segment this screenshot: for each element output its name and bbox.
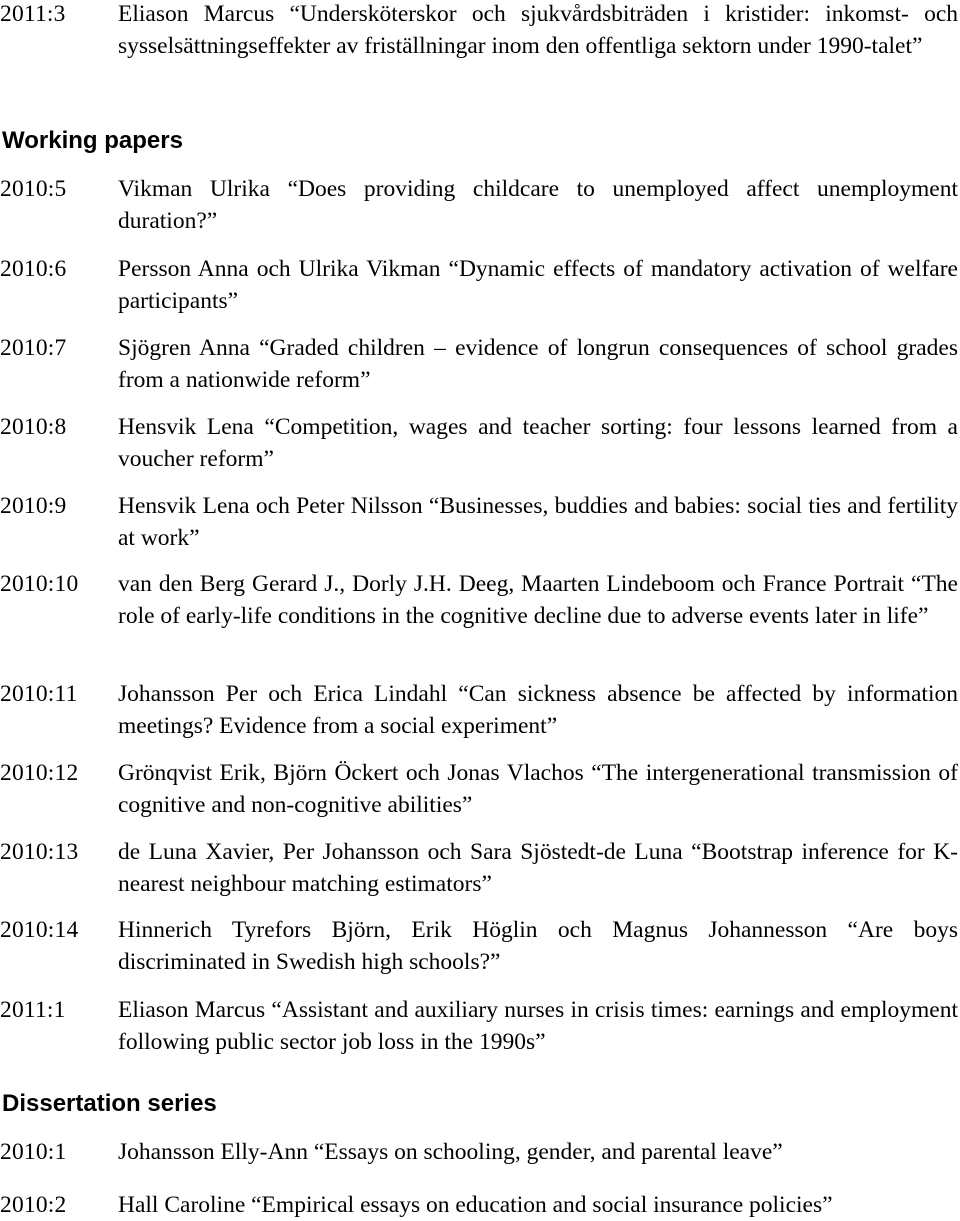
entry-number: 2010:10 bbox=[0, 571, 79, 597]
entry-reference: Hall Caroline “Empirical essays on education and social insurance policies” bbox=[118, 1192, 833, 1218]
entry-number: 2010:9 bbox=[0, 493, 67, 519]
entry-reference: Hensvik Lena “Competition, wages and teacher sorting: four lessons learned from a voucher reform” bbox=[118, 414, 958, 472]
list-item bbox=[0, 678, 958, 742]
dissertation-series-heading: Dissertation series bbox=[2, 1090, 217, 1117]
entry-number: 2011:1 bbox=[0, 997, 66, 1023]
list-item bbox=[0, 836, 958, 900]
list-item bbox=[0, 411, 958, 475]
list-item bbox=[0, 173, 958, 237]
list-item bbox=[0, 0, 958, 62]
entry-number: 2010:6 bbox=[0, 256, 67, 282]
entry-reference: Eliason Marcus “Assistant and auxiliary nurses in crisis times: earnings and employment following public sector job loss in the 1990s” bbox=[118, 997, 958, 1055]
list-item bbox=[0, 332, 958, 396]
entry-reference: Johansson Elly-Ann “Essays on schooling, gender, and parental leave” bbox=[118, 1139, 783, 1165]
entry-reference: Persson Anna och Ulrika Vikman “Dynamic effects of mandatory activation of welfare participants” bbox=[118, 256, 958, 314]
entry-reference: Johansson Per och Erica Lindahl “Can sickness absence be affected by information meetings? Evidence from a social experiment” bbox=[118, 681, 958, 739]
list-item bbox=[0, 914, 958, 978]
entry-reference: Eliason Marcus “Undersköterskor och sjukvårdsbiträden i kristider: inkomst- och sysselsättningseffekter av friställningar inom den offentliga sektorn under 1990-talet” bbox=[118, 1, 958, 59]
entry-number: 2010:14 bbox=[0, 917, 79, 943]
list-item bbox=[0, 490, 958, 554]
list-item bbox=[0, 253, 958, 317]
entry-reference: Sjögren Anna “Graded children – evidence of longrun consequences of school grades from a nationwide reform” bbox=[118, 335, 958, 393]
entry-number: 2010:13 bbox=[0, 839, 79, 865]
entry-number: 2010:1 bbox=[0, 1139, 67, 1165]
list-item bbox=[0, 1136, 958, 1168]
entry-reference: van den Berg Gerard J., Dorly J.H. Deeg, Maarten Lindeboom och France Portrait “The role of early-life conditions in the cognitive decline due to adverse events later in life” bbox=[118, 571, 958, 629]
entry-number: 2010:8 bbox=[0, 414, 67, 440]
entry-reference: Vikman Ulrika “Does providing childcare to unemployed affect unemployment duration?” bbox=[118, 176, 958, 234]
entry-reference: Hinnerich Tyrefors Björn, Erik Höglin och Magnus Johannesson “Are boys discriminated in Swedish high schools?” bbox=[118, 917, 958, 975]
list-item bbox=[0, 1189, 958, 1221]
entry-number: 2011:3 bbox=[0, 1, 66, 27]
entry-number: 2010:7 bbox=[0, 335, 67, 361]
entry-reference: de Luna Xavier, Per Johansson och Sara Sjöstedt-de Luna “Bootstrap inference for K-nearest neighbour matching estimators” bbox=[118, 839, 958, 897]
entry-number: 2010:5 bbox=[0, 176, 67, 202]
working-papers-heading: Working papers bbox=[2, 127, 183, 154]
entry-reference: Hensvik Lena och Peter Nilsson “Businesses, buddies and babies: social ties and fertility at work” bbox=[118, 493, 958, 551]
entry-reference: Grönqvist Erik, Björn Öckert och Jonas Vlachos “The intergenerational transmission of cognitive and non-cognitive abilities” bbox=[118, 760, 958, 818]
entry-number: 2010:12 bbox=[0, 760, 79, 786]
entry-number: 2010:2 bbox=[0, 1192, 67, 1218]
entry-number: 2010:11 bbox=[0, 681, 78, 707]
list-item bbox=[0, 757, 958, 821]
list-item bbox=[0, 994, 958, 1058]
list-item bbox=[0, 568, 958, 632]
